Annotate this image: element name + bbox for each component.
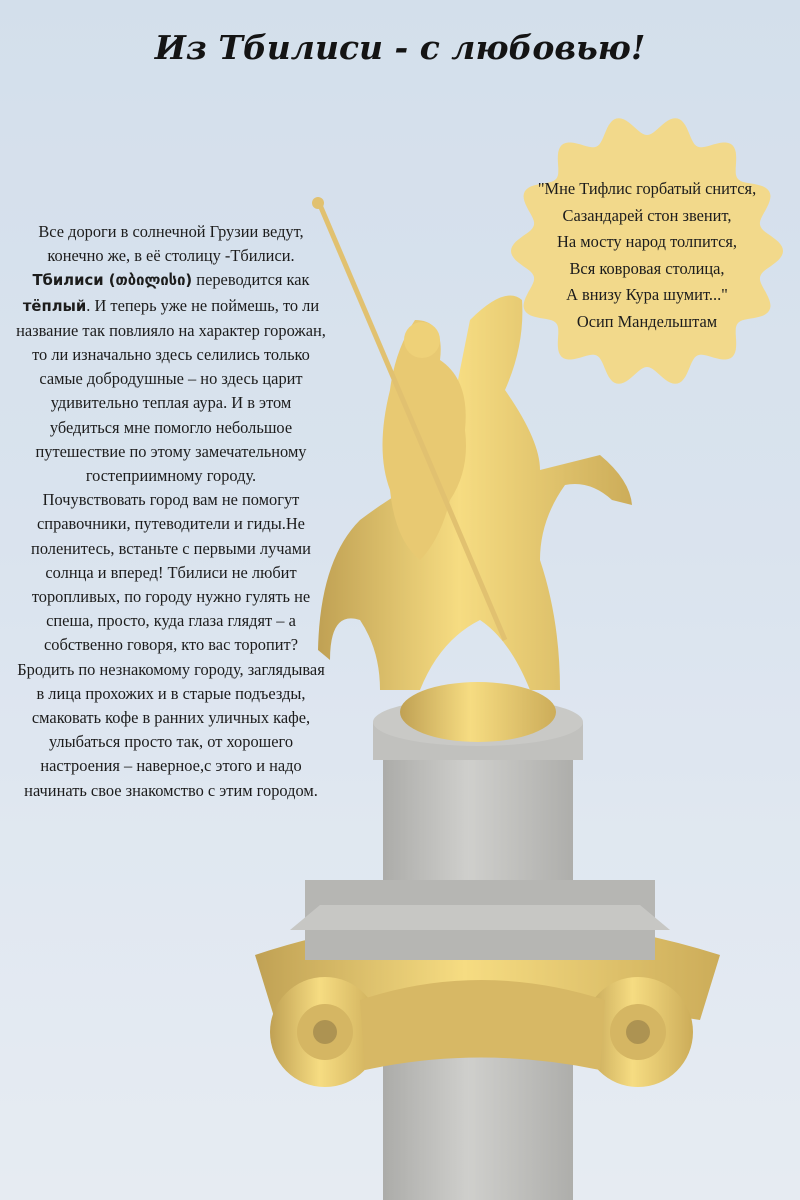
paragraph-rest: . И теперь уже не поймешь, то ли название так повлияло на характер горожан, то ли изначально здесь селились только самые добродушные – но здесь царит удивительно теплая аура. И в этом убедиться мне помогло небольшое путешествие по этому замечательному гостеприимному городу. <box>16 295 326 486</box>
walk-paragraph: Почувствовать город вам не помогут справочники, путеводители и гиды.Не поленитесь, встаньте с первыми лучами солнца и вперед! Тбилиси не любит торопливых, по городу нужно гулять не спеша, просто, куда глаза глядят – а собственно говоря, кто вас торопит? Бродить по незнакомому городу, заглядывая в лица прохожих и в старые подъезды, смаковать кофе в ранних уличных кафе, улыбаться просто так, от хорошего настроения – наверное,с этого и надо начинать свое знакомство с этим городом. <box>17 490 325 800</box>
city-name: Тбилиси (თბილისი) <box>32 272 193 290</box>
quote-line-3: На мосту народ толпится, <box>556 232 738 252</box>
city-paragraph <box>16 268 326 488</box>
quote-badge <box>506 110 788 392</box>
warm-word: тёплый <box>22 297 87 315</box>
page-title: Из Тбилиси - с любовью! <box>154 28 646 67</box>
quote-author: Осип Мандельштам <box>576 311 718 331</box>
quote-line-2: Сазандарей стон звенит, <box>562 205 732 225</box>
quote-line-1: "Мне Тифлис горбатый снится, <box>537 179 757 198</box>
intro-paragraph: Все дороги в солнечной Грузии ведут, конечно же, в её столицу -Тбилиси. <box>38 222 304 266</box>
poem-quote <box>506 176 788 336</box>
quote-line-4: Вся ковровая столица, <box>569 258 725 278</box>
translates-text: переводится как <box>192 270 310 290</box>
article-text <box>16 220 326 803</box>
quote-line-5: А внизу Кура шумит..." <box>566 285 728 305</box>
